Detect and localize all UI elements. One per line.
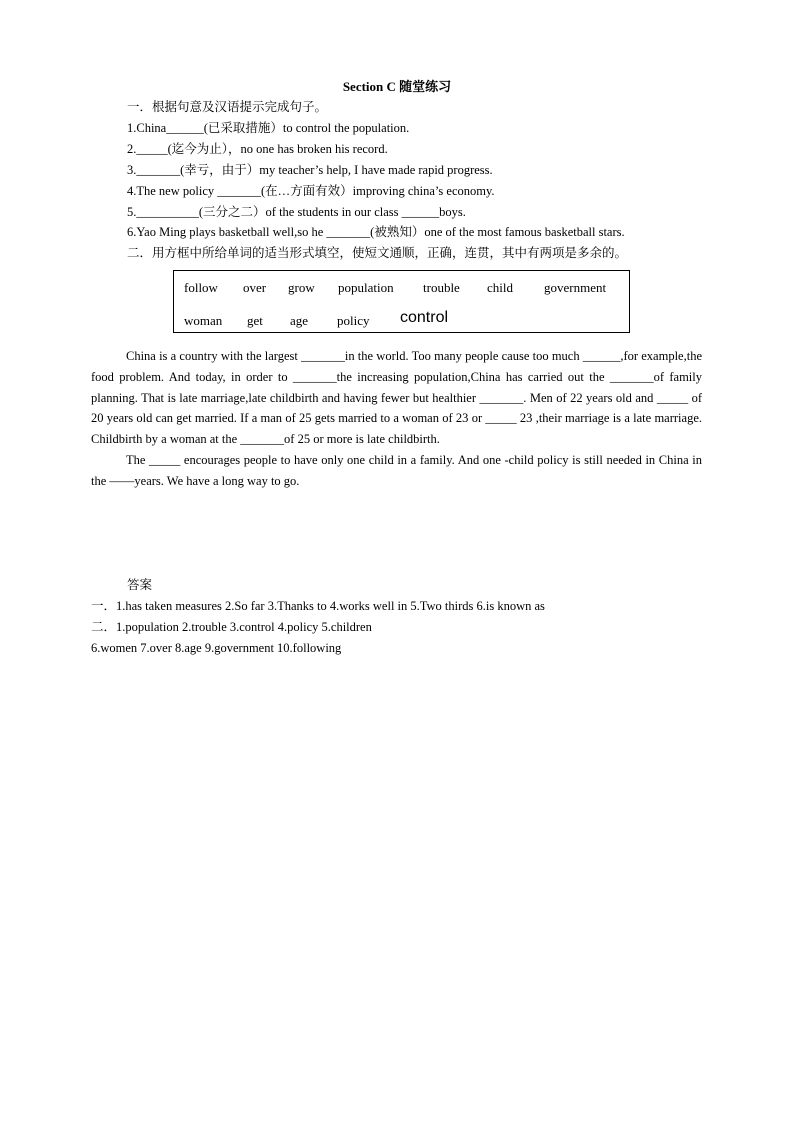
word-bank-word: population [338, 280, 394, 295]
word-bank-word: follow [184, 280, 218, 295]
word-bank-word: grow [288, 280, 315, 295]
part1-item-1: 1.China______(已采取措施）to control the population. [127, 121, 410, 135]
word-bank-word: child [487, 280, 513, 295]
word-bank-word: woman [184, 313, 223, 328]
word-bank-word: policy [337, 313, 370, 328]
section-title: Section C 随堂练习 [342, 79, 452, 94]
part1-item-2: 2._____(迄今为止），no one has broken his record. [127, 142, 388, 156]
word-bank-word: age [290, 313, 309, 328]
part1-item-3: 3._______(幸亏，由于）my teacher’s help, I have made rapid progress. [127, 163, 493, 177]
word-bank-word: get [247, 313, 263, 328]
word-bank-word: trouble [423, 280, 460, 295]
part1-item-4: 4.The new policy _______(在…方面有效）improving china’s economy. [127, 184, 495, 198]
word-bank-word: control [400, 309, 449, 326]
part1-item-5: 5.__________(三分之二）of the students in our class ______boys. [127, 205, 466, 219]
answers-line-1: 一．1.has taken measures 2.So far 3.Thanks to 4.works well in 5.Two thirds 6.is known as [91, 599, 545, 613]
passage-paragraph-2: The _____ encourages people to have only one child in a family. And one -child policy is still needed in China in the ——years. We have a long way to go. [91, 452, 702, 488]
word-bank-word: over [243, 280, 267, 295]
passage-paragraph-1: China is a country with the largest _______in the world. Too many people cause too much ______,for example,the food problem. And today, in order to _______the increasing population,China has carried out the _______of family planning. That is late marriage,late childbirth and having fewer but healthier _______. Men of 22 years old and _____ of 20 years old can get married. If a man of 25 gets married to a woman of 23 or _____ 23 ,their marriage is a late marriage. Childbirth by a woman at the _______of 25 or more is late childbirth. [91, 349, 702, 447]
cloze-passage [91, 346, 702, 492]
part1-heading: 一．根据句意及汉语提示完成句子。 [127, 100, 328, 114]
part1-item-6: 6.Yao Ming plays basketball well,so he _______(被熟知）one of the most famous basketball stars. [127, 225, 625, 239]
answers-line-2: 二．1.population 2.trouble 3.control 4.policy 5.children [91, 620, 372, 634]
word-bank-box [173, 270, 630, 333]
part2-heading: 二．用方框中所给单词的适当形式填空，使短文通顺，正确，连贯，其中有两项是多余的。 [127, 246, 628, 260]
answers-heading: 答案 [127, 578, 153, 592]
word-bank-word: government [544, 280, 607, 295]
answers-line-3: 6.women 7.over 8.age 9.government 10.following [91, 641, 342, 655]
